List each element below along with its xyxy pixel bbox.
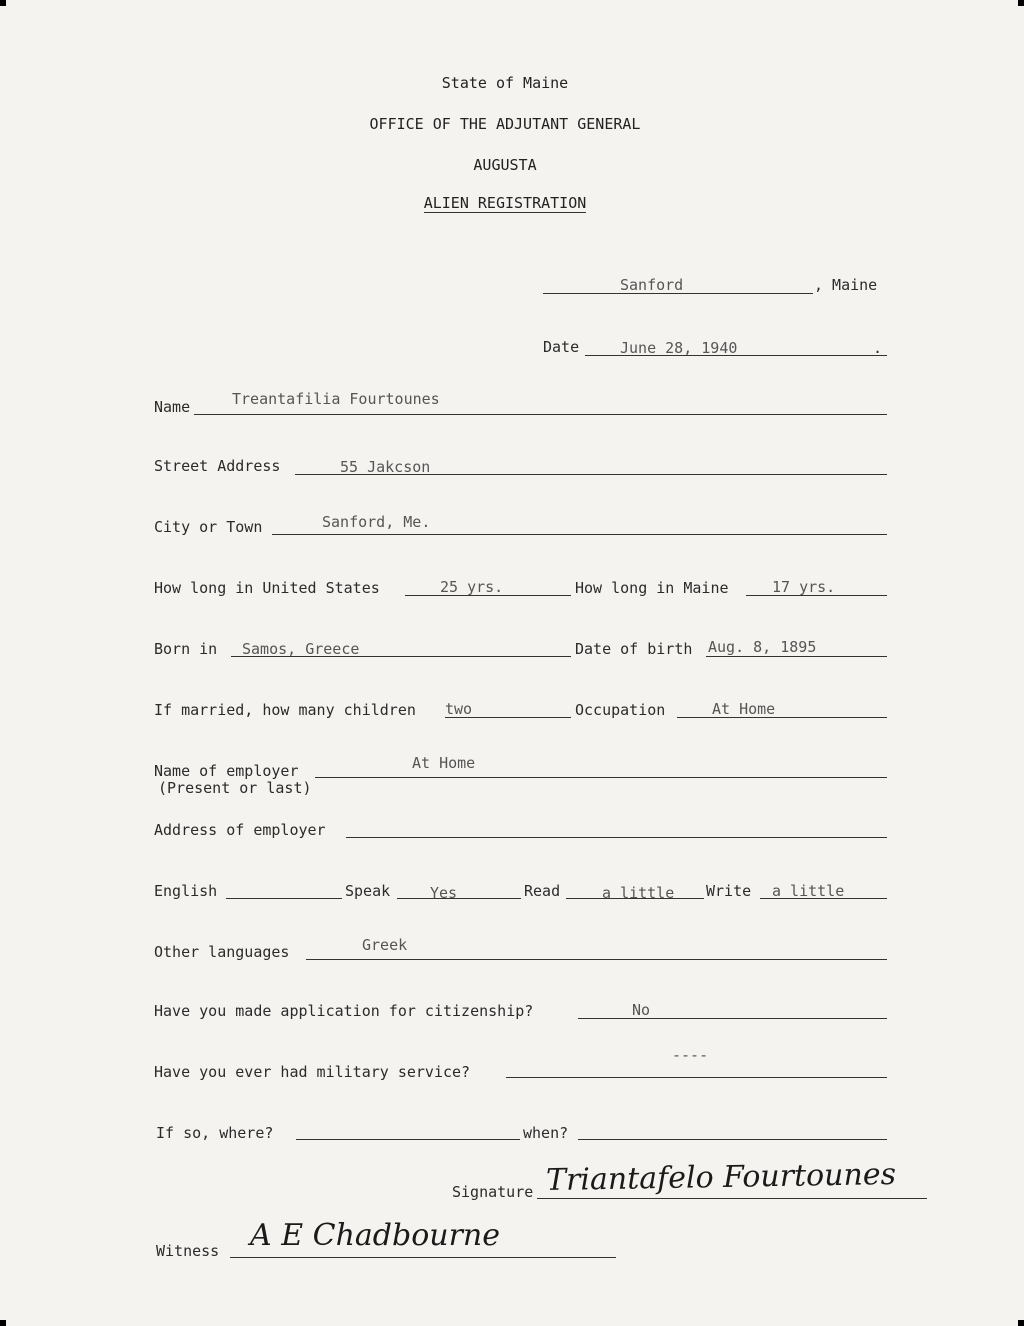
write-value: a little xyxy=(772,882,845,900)
town-value: Sanford xyxy=(620,276,684,294)
corner-mark xyxy=(1018,0,1024,6)
signature-label: Signature xyxy=(452,1183,534,1201)
street-label: Street Address xyxy=(154,457,281,475)
military-label: Have you ever had military service? xyxy=(154,1063,471,1081)
born-value: Samos, Greece xyxy=(242,640,360,658)
name-value: Treantafilia Fourtounes xyxy=(232,390,440,408)
where-line xyxy=(296,1139,520,1140)
languages-line xyxy=(306,959,887,960)
signature-handwriting: Triantafelo Fourtounes xyxy=(545,1156,897,1199)
street-value: 55 Jakcson xyxy=(340,458,431,476)
occupation-value: At Home xyxy=(712,700,776,718)
maine-years-value: 17 yrs. xyxy=(772,578,836,596)
speak-line xyxy=(397,898,521,899)
header-state: State of Maine xyxy=(441,74,569,92)
city-line xyxy=(272,534,887,535)
read-label: Read xyxy=(524,882,561,900)
date-label: Date xyxy=(543,338,580,356)
date-value: June 28, 1940 xyxy=(620,339,738,357)
witness-handwriting: A E Chadbourne xyxy=(250,1218,501,1253)
form-title: ALIEN REGISTRATION xyxy=(423,194,587,212)
speak-label: Speak xyxy=(345,882,391,900)
born-label: Born in xyxy=(154,640,218,658)
employer-value: At Home xyxy=(412,754,476,772)
citizenship-line xyxy=(578,1018,887,1019)
us-years-value: 25 yrs. xyxy=(440,578,504,596)
city-value: Sanford, Me. xyxy=(322,513,431,531)
state-label: , Maine xyxy=(814,276,878,294)
employer-label: Name of employer xyxy=(154,762,299,780)
header-office: OFFICE OF THE ADJUTANT GENERAL xyxy=(369,115,641,133)
occupation-line xyxy=(677,717,887,718)
military-line xyxy=(506,1077,887,1078)
speak-value: Yes xyxy=(430,884,458,902)
when-label: when? xyxy=(523,1124,569,1142)
military-value: ---- xyxy=(672,1046,709,1064)
signature-line xyxy=(537,1198,927,1199)
english-label: English xyxy=(154,882,218,900)
witness-label: Witness xyxy=(156,1242,220,1260)
write-label: Write xyxy=(706,882,752,900)
english-line xyxy=(226,898,342,899)
dob-value: Aug. 8, 1895 xyxy=(708,638,817,656)
employer-line xyxy=(315,777,887,778)
citizenship-value: No xyxy=(632,1001,651,1019)
maine-years-label: How long in Maine xyxy=(575,579,729,597)
witness-line xyxy=(230,1257,616,1258)
header-title xyxy=(0,194,1010,212)
when-line xyxy=(578,1139,887,1140)
dob-label: Date of birth xyxy=(575,640,693,658)
dob-line xyxy=(706,656,887,657)
languages-label: Other languages xyxy=(154,943,290,961)
date-end: . xyxy=(873,339,883,357)
employer-address-line xyxy=(346,837,887,838)
citizenship-label: Have you made application for citizenship? xyxy=(154,1002,534,1020)
corner-mark xyxy=(1018,1320,1024,1326)
where-label: If so, where? xyxy=(156,1124,274,1142)
occupation-label: Occupation xyxy=(575,701,666,719)
us-years-label: How long in United States xyxy=(154,579,380,597)
header-city: AUGUSTA xyxy=(473,156,537,174)
employer-sublabel: (Present or last) xyxy=(158,779,312,797)
name-label: Name xyxy=(154,398,191,416)
children-value: two xyxy=(445,700,473,718)
city-label: City or Town xyxy=(154,518,263,536)
languages-value: Greek xyxy=(362,936,408,954)
read-value: a little xyxy=(602,884,675,902)
corner-mark xyxy=(0,0,6,6)
name-line xyxy=(194,414,887,415)
children-label: If married, how many children xyxy=(154,701,416,719)
employer-address-label: Address of employer xyxy=(154,821,326,839)
corner-mark xyxy=(0,1320,6,1326)
